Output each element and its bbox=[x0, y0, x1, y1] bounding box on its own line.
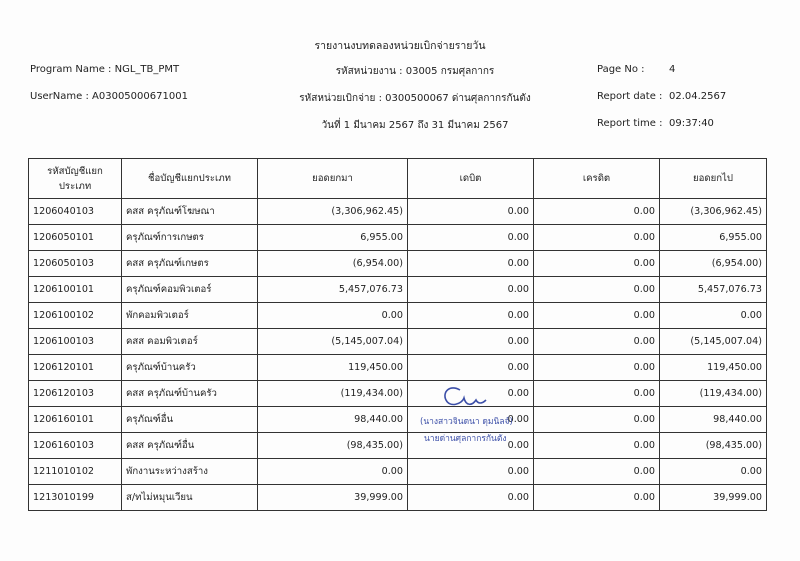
debit: 0.00 bbox=[408, 277, 534, 303]
debit: 0.00 bbox=[408, 381, 534, 407]
debit: 0.00 bbox=[408, 407, 534, 433]
closing-balance: (119,434.00) bbox=[660, 381, 767, 407]
debit: 0.00 bbox=[408, 225, 534, 251]
account-name: คสส ครุภัณฑ์บ้านครัว bbox=[122, 381, 258, 407]
signature-mark bbox=[420, 384, 490, 414]
account-name: ครุภัณฑ์การเกษตร bbox=[122, 225, 258, 251]
opening-balance: (6,954.00) bbox=[258, 251, 408, 277]
page-no-label: Page No : bbox=[597, 64, 645, 75]
credit: 0.00 bbox=[534, 329, 660, 355]
opening-balance: 0.00 bbox=[258, 459, 408, 485]
account-name: ครุภัณฑ์อื่น bbox=[122, 407, 258, 433]
page-no-value: 4 bbox=[669, 64, 676, 75]
signatory-position: นายด่านศุลกากรกันตัง bbox=[424, 434, 507, 444]
account-code: 1213010199 bbox=[29, 485, 122, 511]
report-title: รายงานงบทดลองหน่วยเบิกจ่ายรายวัน bbox=[314, 40, 486, 52]
user-name: UserName : A03005000671001 bbox=[30, 91, 188, 102]
account-code: 1211010102 bbox=[29, 459, 122, 485]
closing-balance: 39,999.00 bbox=[660, 485, 767, 511]
account-code: 1206100102 bbox=[29, 303, 122, 329]
opening-balance: 5,457,076.73 bbox=[258, 277, 408, 303]
opening-balance: 6,955.00 bbox=[258, 225, 408, 251]
trial-balance-table bbox=[28, 158, 767, 511]
closing-balance: (6,954.00) bbox=[660, 251, 767, 277]
account-code: 1206120101 bbox=[29, 355, 122, 381]
disbursing-unit: รหัสหน่วยเบิกจ่าย : 0300500067 ด่านศุลกากรกันตัง bbox=[299, 93, 531, 104]
table-row bbox=[29, 459, 767, 485]
closing-balance: 98,440.00 bbox=[660, 407, 767, 433]
credit: 0.00 bbox=[534, 459, 660, 485]
account-name: พักคอมพิวเตอร์ bbox=[122, 303, 258, 329]
debit: 0.00 bbox=[408, 329, 534, 355]
opening-balance: 119,450.00 bbox=[258, 355, 408, 381]
account-code: 1206040103 bbox=[29, 199, 122, 225]
report-time-label: Report time : bbox=[597, 118, 663, 129]
table-row bbox=[29, 355, 767, 381]
report-date-value: 02.04.2567 bbox=[669, 91, 727, 102]
table-row bbox=[29, 381, 767, 407]
account-code: 1206120103 bbox=[29, 381, 122, 407]
account-name: ครุภัณฑ์คอมพิวเตอร์ bbox=[122, 277, 258, 303]
credit: 0.00 bbox=[534, 225, 660, 251]
closing-balance: 119,450.00 bbox=[660, 355, 767, 381]
debit: 0.00 bbox=[408, 433, 534, 459]
table-row bbox=[29, 251, 767, 277]
account-name: ส/ทไม่หมุนเวียน bbox=[122, 485, 258, 511]
header-account-code: รหัสบัญชีแยกประเภท bbox=[29, 159, 122, 199]
header-opening-balance: ยอดยกมา bbox=[258, 159, 408, 199]
account-name: คสส ครุภัณฑ์อื่น bbox=[122, 433, 258, 459]
debit: 0.00 bbox=[408, 459, 534, 485]
account-code: 1206160101 bbox=[29, 407, 122, 433]
account-code: 1206100101 bbox=[29, 277, 122, 303]
account-name: คสส ครุภัณฑ์โฆษณา bbox=[122, 199, 258, 225]
credit: 0.00 bbox=[534, 277, 660, 303]
opening-balance: (119,434.00) bbox=[258, 381, 408, 407]
account-name: ครุภัณฑ์บ้านครัว bbox=[122, 355, 258, 381]
debit: 0.00 bbox=[408, 485, 534, 511]
closing-balance: (3,306,962.45) bbox=[660, 199, 767, 225]
table-row bbox=[29, 303, 767, 329]
credit: 0.00 bbox=[534, 381, 660, 407]
table-row bbox=[29, 433, 767, 459]
report-date-label: Report date : bbox=[597, 91, 663, 102]
opening-balance: 0.00 bbox=[258, 303, 408, 329]
closing-balance: 0.00 bbox=[660, 303, 767, 329]
credit: 0.00 bbox=[534, 303, 660, 329]
credit: 0.00 bbox=[534, 407, 660, 433]
account-code: 1206050103 bbox=[29, 251, 122, 277]
header-credit: เครดิต bbox=[534, 159, 660, 199]
credit: 0.00 bbox=[534, 485, 660, 511]
closing-balance: (5,145,007.04) bbox=[660, 329, 767, 355]
closing-balance: 6,955.00 bbox=[660, 225, 767, 251]
credit: 0.00 bbox=[534, 433, 660, 459]
table-row bbox=[29, 485, 767, 511]
report-period: วันที่ 1 มีนาคม 2567 ถึง 31 มีนาคม 2567 bbox=[321, 120, 509, 131]
report-time-value: 09:37:40 bbox=[669, 118, 714, 129]
account-name: คสส ครุภัณฑ์เกษตร bbox=[122, 251, 258, 277]
closing-balance: (98,435.00) bbox=[660, 433, 767, 459]
debit: 0.00 bbox=[408, 303, 534, 329]
table-row bbox=[29, 329, 767, 355]
table-row bbox=[29, 225, 767, 251]
table-row bbox=[29, 407, 767, 433]
account-name: คสส คอมพิวเตอร์ bbox=[122, 329, 258, 355]
debit: 0.00 bbox=[408, 251, 534, 277]
header-debit: เดบิต bbox=[408, 159, 534, 199]
agency-code: รหัสหน่วยงาน : 03005 กรมศุลกากร bbox=[335, 66, 495, 77]
closing-balance: 5,457,076.73 bbox=[660, 277, 767, 303]
closing-balance: 0.00 bbox=[660, 459, 767, 485]
table-row bbox=[29, 277, 767, 303]
signatory-name: (นางสาวจินดนา ดุมนิลจ์) bbox=[420, 417, 513, 427]
credit: 0.00 bbox=[534, 199, 660, 225]
account-code: 1206100103 bbox=[29, 329, 122, 355]
credit: 0.00 bbox=[534, 355, 660, 381]
opening-balance: (3,306,962.45) bbox=[258, 199, 408, 225]
table-row bbox=[29, 199, 767, 225]
opening-balance: 98,440.00 bbox=[258, 407, 408, 433]
credit: 0.00 bbox=[534, 251, 660, 277]
account-code: 1206050101 bbox=[29, 225, 122, 251]
debit: 0.00 bbox=[408, 355, 534, 381]
opening-balance: 39,999.00 bbox=[258, 485, 408, 511]
account-name: พักงานระหว่างสร้าง bbox=[122, 459, 258, 485]
account-code: 1206160103 bbox=[29, 433, 122, 459]
opening-balance: (98,435.00) bbox=[258, 433, 408, 459]
header-closing-balance: ยอดยกไป bbox=[660, 159, 767, 199]
signature-stamp bbox=[420, 384, 532, 444]
table-header-row bbox=[29, 159, 767, 199]
header-account-name: ชื่อบัญชีแยกประเภท bbox=[122, 159, 258, 199]
program-name: Program Name : NGL_TB_PMT bbox=[30, 64, 180, 75]
debit: 0.00 bbox=[408, 199, 534, 225]
opening-balance: (5,145,007.04) bbox=[258, 329, 408, 355]
